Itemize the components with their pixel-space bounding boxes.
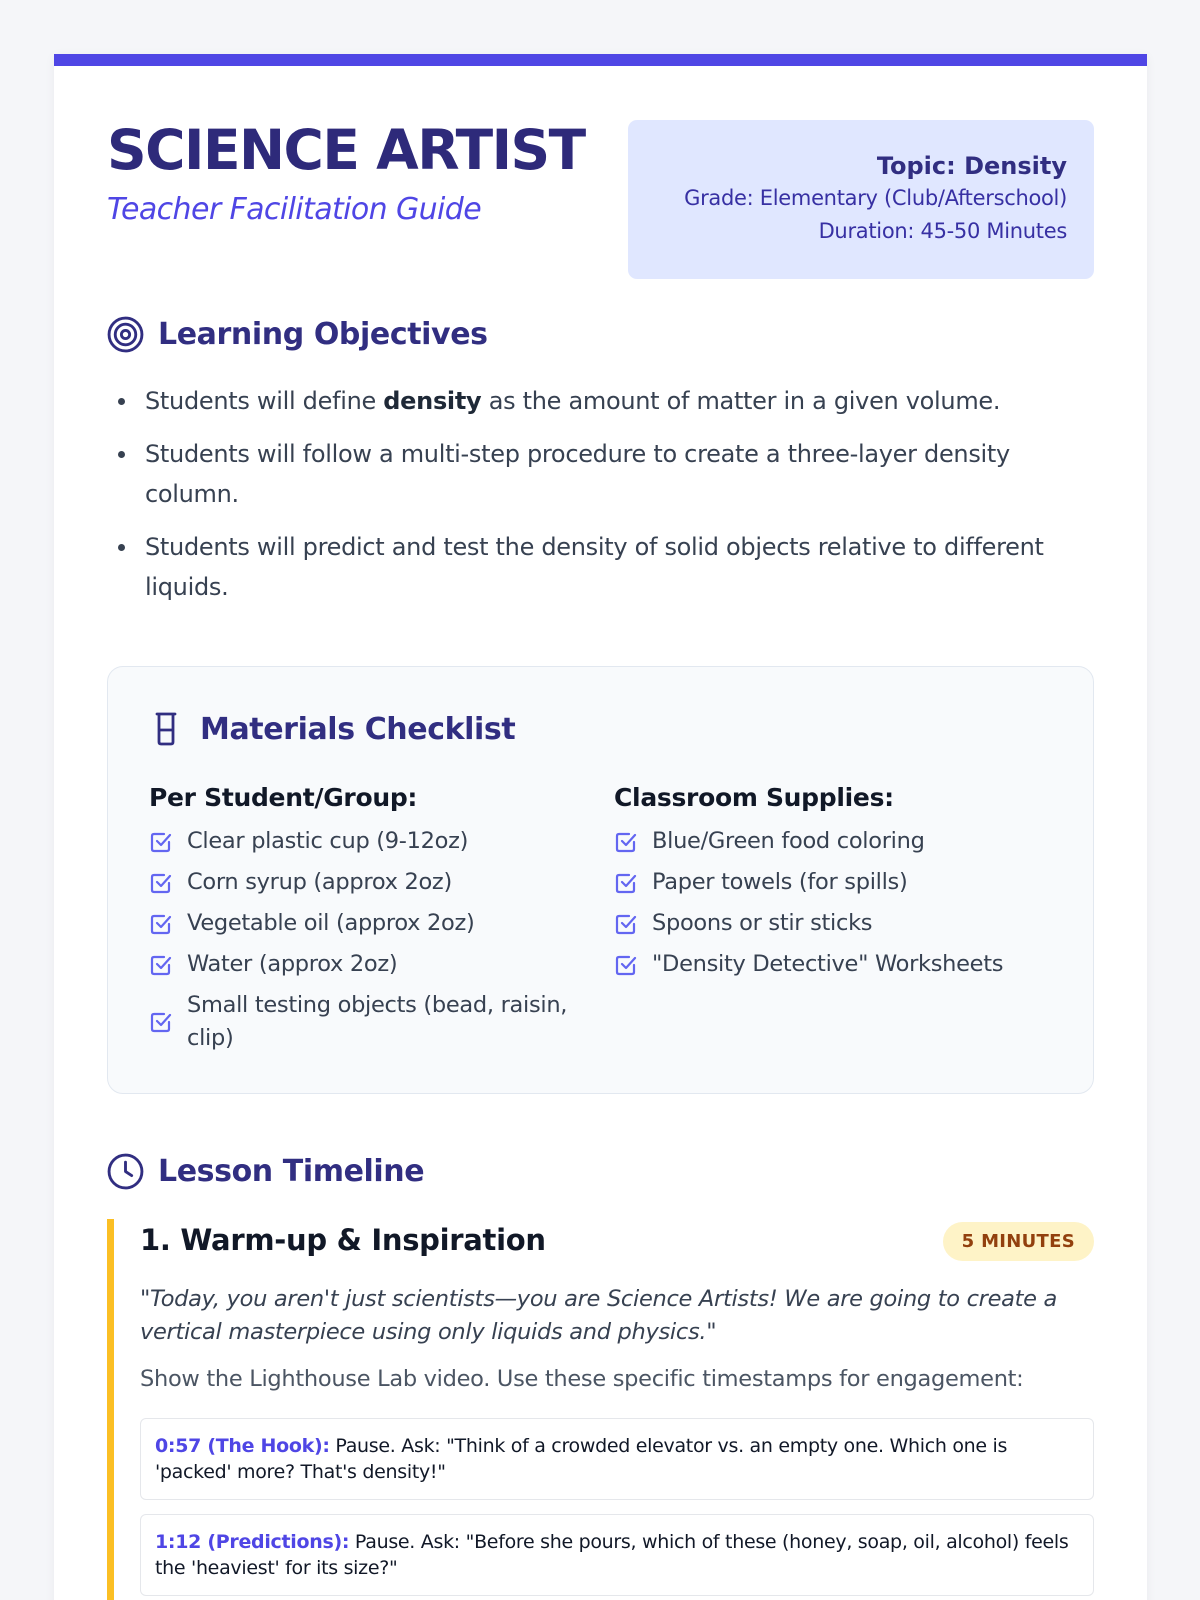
- objectives-heading: [107, 316, 488, 353]
- checkbox-checked-icon: [614, 912, 638, 936]
- timeline-heading: [107, 1153, 424, 1190]
- objectives-title: Learning Objectives: [158, 317, 488, 352]
- materials-heading: [152, 711, 515, 747]
- step-title: 1. Warm-up & Inspiration: [140, 1223, 546, 1257]
- checkbox-checked-icon: [614, 953, 638, 977]
- objectives-list: [107, 381, 1107, 620]
- meta-topic: Topic: Density: [876, 152, 1067, 180]
- checkbox-checked-icon: [614, 830, 638, 854]
- checkbox-checked-icon: [614, 871, 638, 895]
- timestamp-note: 1:12 (Predictions): Pause. Ask: "Before she pours, which of these (honey, soap, oil, alcohol) feels the 'heaviest' for its size?": [140, 1514, 1094, 1596]
- step-instructions: Show the Lighthouse Lab video. Use these specific timestamps for engagement:: [140, 1366, 1024, 1392]
- checkbox-checked-icon: [149, 953, 173, 977]
- list-item: Students will predict and test the density of solid objects relative to different liquids.: [107, 527, 1107, 607]
- per-student-heading: Per Student/Group:: [149, 783, 418, 812]
- checklist-item: Vegetable oil (approx 2oz): [149, 907, 589, 940]
- page-header: [107, 118, 585, 228]
- checklist-item: Clear plastic cup (9-12oz): [149, 825, 589, 858]
- checklist-item: Blue/Green food coloring: [614, 825, 1054, 858]
- timestamp-note: 0:57 (The Hook): Pause. Ask: "Think of a crowded elevator vs. an empty one. Which one is 'packed' more? That's density!": [140, 1418, 1094, 1500]
- duration-badge: 5 MINUTES: [943, 1222, 1094, 1261]
- checkbox-checked-icon: [149, 1010, 173, 1034]
- checkbox-checked-icon: [149, 830, 173, 854]
- timestamp-label: 1:12 (Predictions):: [155, 1531, 350, 1553]
- lesson-meta-box: [628, 120, 1094, 279]
- materials-card: [107, 666, 1094, 1094]
- clock-icon: [107, 1153, 144, 1190]
- target-icon: [107, 316, 144, 353]
- checklist-item: Corn syrup (approx 2oz): [149, 866, 589, 899]
- density-term: density: [383, 387, 482, 415]
- checkbox-checked-icon: [149, 912, 173, 936]
- meta-grade: Grade: Elementary (Club/Afterschool): [684, 186, 1067, 210]
- checklist-item: Paper towels (for spills): [614, 866, 1054, 899]
- timestamp-label: 0:57 (The Hook):: [155, 1435, 330, 1457]
- beaker-icon: [152, 711, 180, 747]
- timeline-title: Lesson Timeline: [158, 1154, 425, 1189]
- materials-title: Materials Checklist: [200, 711, 516, 747]
- checklist-item: Water (approx 2oz): [149, 948, 589, 981]
- timeline-step-warmup: [107, 1219, 1094, 1600]
- checklist-item: Small testing objects (bead, raisin, clip): [149, 989, 589, 1055]
- lesson-guide-page: [54, 54, 1147, 1600]
- classroom-supplies-column: [614, 783, 1054, 989]
- meta-duration: Duration: 45-50 Minutes: [818, 219, 1067, 243]
- checklist-item: "Density Detective" Worksheets: [614, 948, 1054, 981]
- checkbox-checked-icon: [149, 871, 173, 895]
- page-subtitle: Teacher Facilitation Guide: [107, 192, 482, 227]
- page-title: SCIENCE ARTIST: [107, 118, 585, 182]
- checklist-item: Spoons or stir sticks: [614, 907, 1054, 940]
- teacher-script-quote: "Today, you aren't just scientists—you are Science Artists! We are going to create a vertical masterpiece using only liquids and physics.": [140, 1286, 1058, 1345]
- classroom-supplies-heading: Classroom Supplies:: [614, 783, 894, 812]
- list-item: Students will define density as the amount of matter in a given volume.: [107, 381, 1107, 421]
- list-item: Students will follow a multi-step procedure to create a three-layer density column.: [107, 434, 1107, 514]
- per-student-column: [149, 783, 589, 1063]
